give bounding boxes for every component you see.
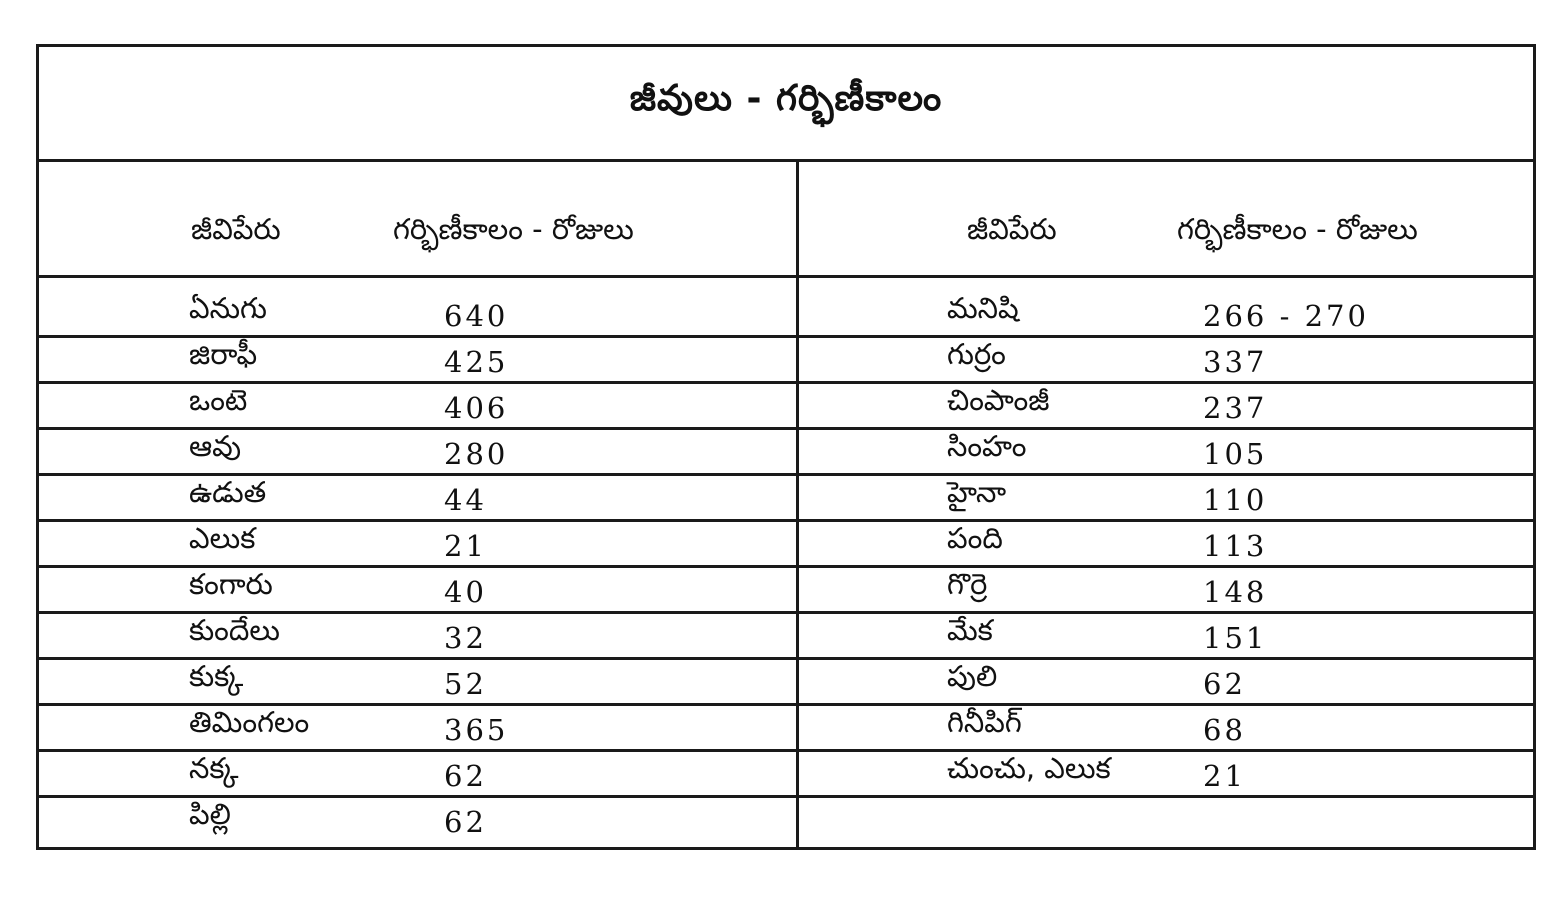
gestation-days: 425 <box>444 345 509 379</box>
animal-name: ఏనుగు <box>189 291 267 325</box>
right-rows <box>799 292 1533 841</box>
gestation-table <box>36 44 1536 850</box>
gestation-days: 62 <box>1203 667 1246 701</box>
animal-name: నక్క <box>189 751 239 785</box>
gestation-days: 21 <box>1203 759 1246 793</box>
gestation-days: 406 <box>444 391 509 425</box>
gestation-days: 40 <box>444 575 487 609</box>
header-animal-name: జీవిపేరు <box>191 212 281 246</box>
gestation-days: 640 <box>444 299 509 333</box>
left-rows <box>39 292 796 841</box>
table-row <box>39 752 796 798</box>
animal-name: పిల్లి <box>189 797 231 831</box>
gestation-days: 365 <box>444 713 509 747</box>
gestation-days: 151 <box>1203 621 1268 655</box>
table-row <box>799 798 1533 841</box>
table-row <box>799 614 1533 660</box>
table-row <box>39 706 796 752</box>
table-row <box>799 384 1533 430</box>
gestation-days: 110 <box>1203 483 1268 517</box>
animal-name: కంగారు <box>189 567 273 601</box>
table-row <box>39 338 796 384</box>
table-row <box>39 798 796 841</box>
header-gestation-days: గర్భిణీకాలం - రోజులు <box>393 212 634 246</box>
animal-name: జిరాఫీ <box>189 337 258 371</box>
table-row <box>799 660 1533 706</box>
animal-name: గొర్రె <box>947 567 988 601</box>
animal-name: ఆవు <box>189 429 242 463</box>
header-animal-name: జీవిపేరు <box>967 212 1057 246</box>
gestation-days: 62 <box>444 805 487 839</box>
gestation-days: 44 <box>444 483 487 517</box>
animal-name: పంది <box>947 521 1003 555</box>
table-row <box>799 476 1533 522</box>
table-row <box>799 522 1533 568</box>
animal-name: మేక <box>947 613 993 647</box>
animal-name: హైనా <box>947 475 1007 509</box>
gestation-days: 237 <box>1203 391 1268 425</box>
gestation-days: 62 <box>444 759 487 793</box>
gestation-days: 105 <box>1203 437 1268 471</box>
header-gestation-days: గర్భిణీకాలం - రోజులు <box>1177 212 1418 246</box>
animal-name: గినీపిగ్ <box>947 705 1022 739</box>
animal-name: ఎలుక <box>189 521 256 555</box>
table-row <box>39 384 796 430</box>
animal-name: కుక్క <box>189 659 244 693</box>
table-row <box>39 292 796 338</box>
animal-name: చింపాంజీ <box>947 383 1050 417</box>
animal-name: గుర్రం <box>947 337 1006 371</box>
gestation-days: 113 <box>1203 529 1268 563</box>
table-title: జీవులు - గర్భిణీకాలం <box>629 78 943 119</box>
gestation-days: 68 <box>1203 713 1246 747</box>
table-row <box>799 430 1533 476</box>
table-row <box>799 292 1533 338</box>
table-row <box>39 522 796 568</box>
right-header-row <box>799 162 1533 278</box>
gestation-days: 280 <box>444 437 509 471</box>
left-panel <box>39 162 796 847</box>
table-row <box>39 614 796 660</box>
animal-name: పులి <box>947 659 998 693</box>
gestation-days: 266 - 270 <box>1203 299 1369 333</box>
animal-name: ఒంటె <box>189 383 248 417</box>
table-row <box>799 706 1533 752</box>
left-header-row <box>39 162 796 278</box>
table-row <box>39 660 796 706</box>
gestation-days: 148 <box>1203 575 1268 609</box>
right-panel <box>799 162 1533 847</box>
table-row <box>799 752 1533 798</box>
table-row <box>39 568 796 614</box>
animal-name: సింహం <box>947 429 1027 463</box>
gestation-days: 52 <box>444 667 487 701</box>
animal-name: ఉడుత <box>189 475 267 509</box>
animal-name: కుందేలు <box>189 613 280 647</box>
table-row <box>799 568 1533 614</box>
gestation-days: 21 <box>444 529 487 563</box>
animal-name: చుంచు, ఎలుక <box>947 751 1111 785</box>
animal-name: మనిషి <box>947 291 1019 325</box>
gestation-days: 32 <box>444 621 487 655</box>
table-row <box>39 476 796 522</box>
gestation-days: 337 <box>1203 345 1268 379</box>
title-row <box>39 47 1533 162</box>
table-row <box>799 338 1533 384</box>
table-row <box>39 430 796 476</box>
animal-name: తిమింగలం <box>189 705 310 739</box>
